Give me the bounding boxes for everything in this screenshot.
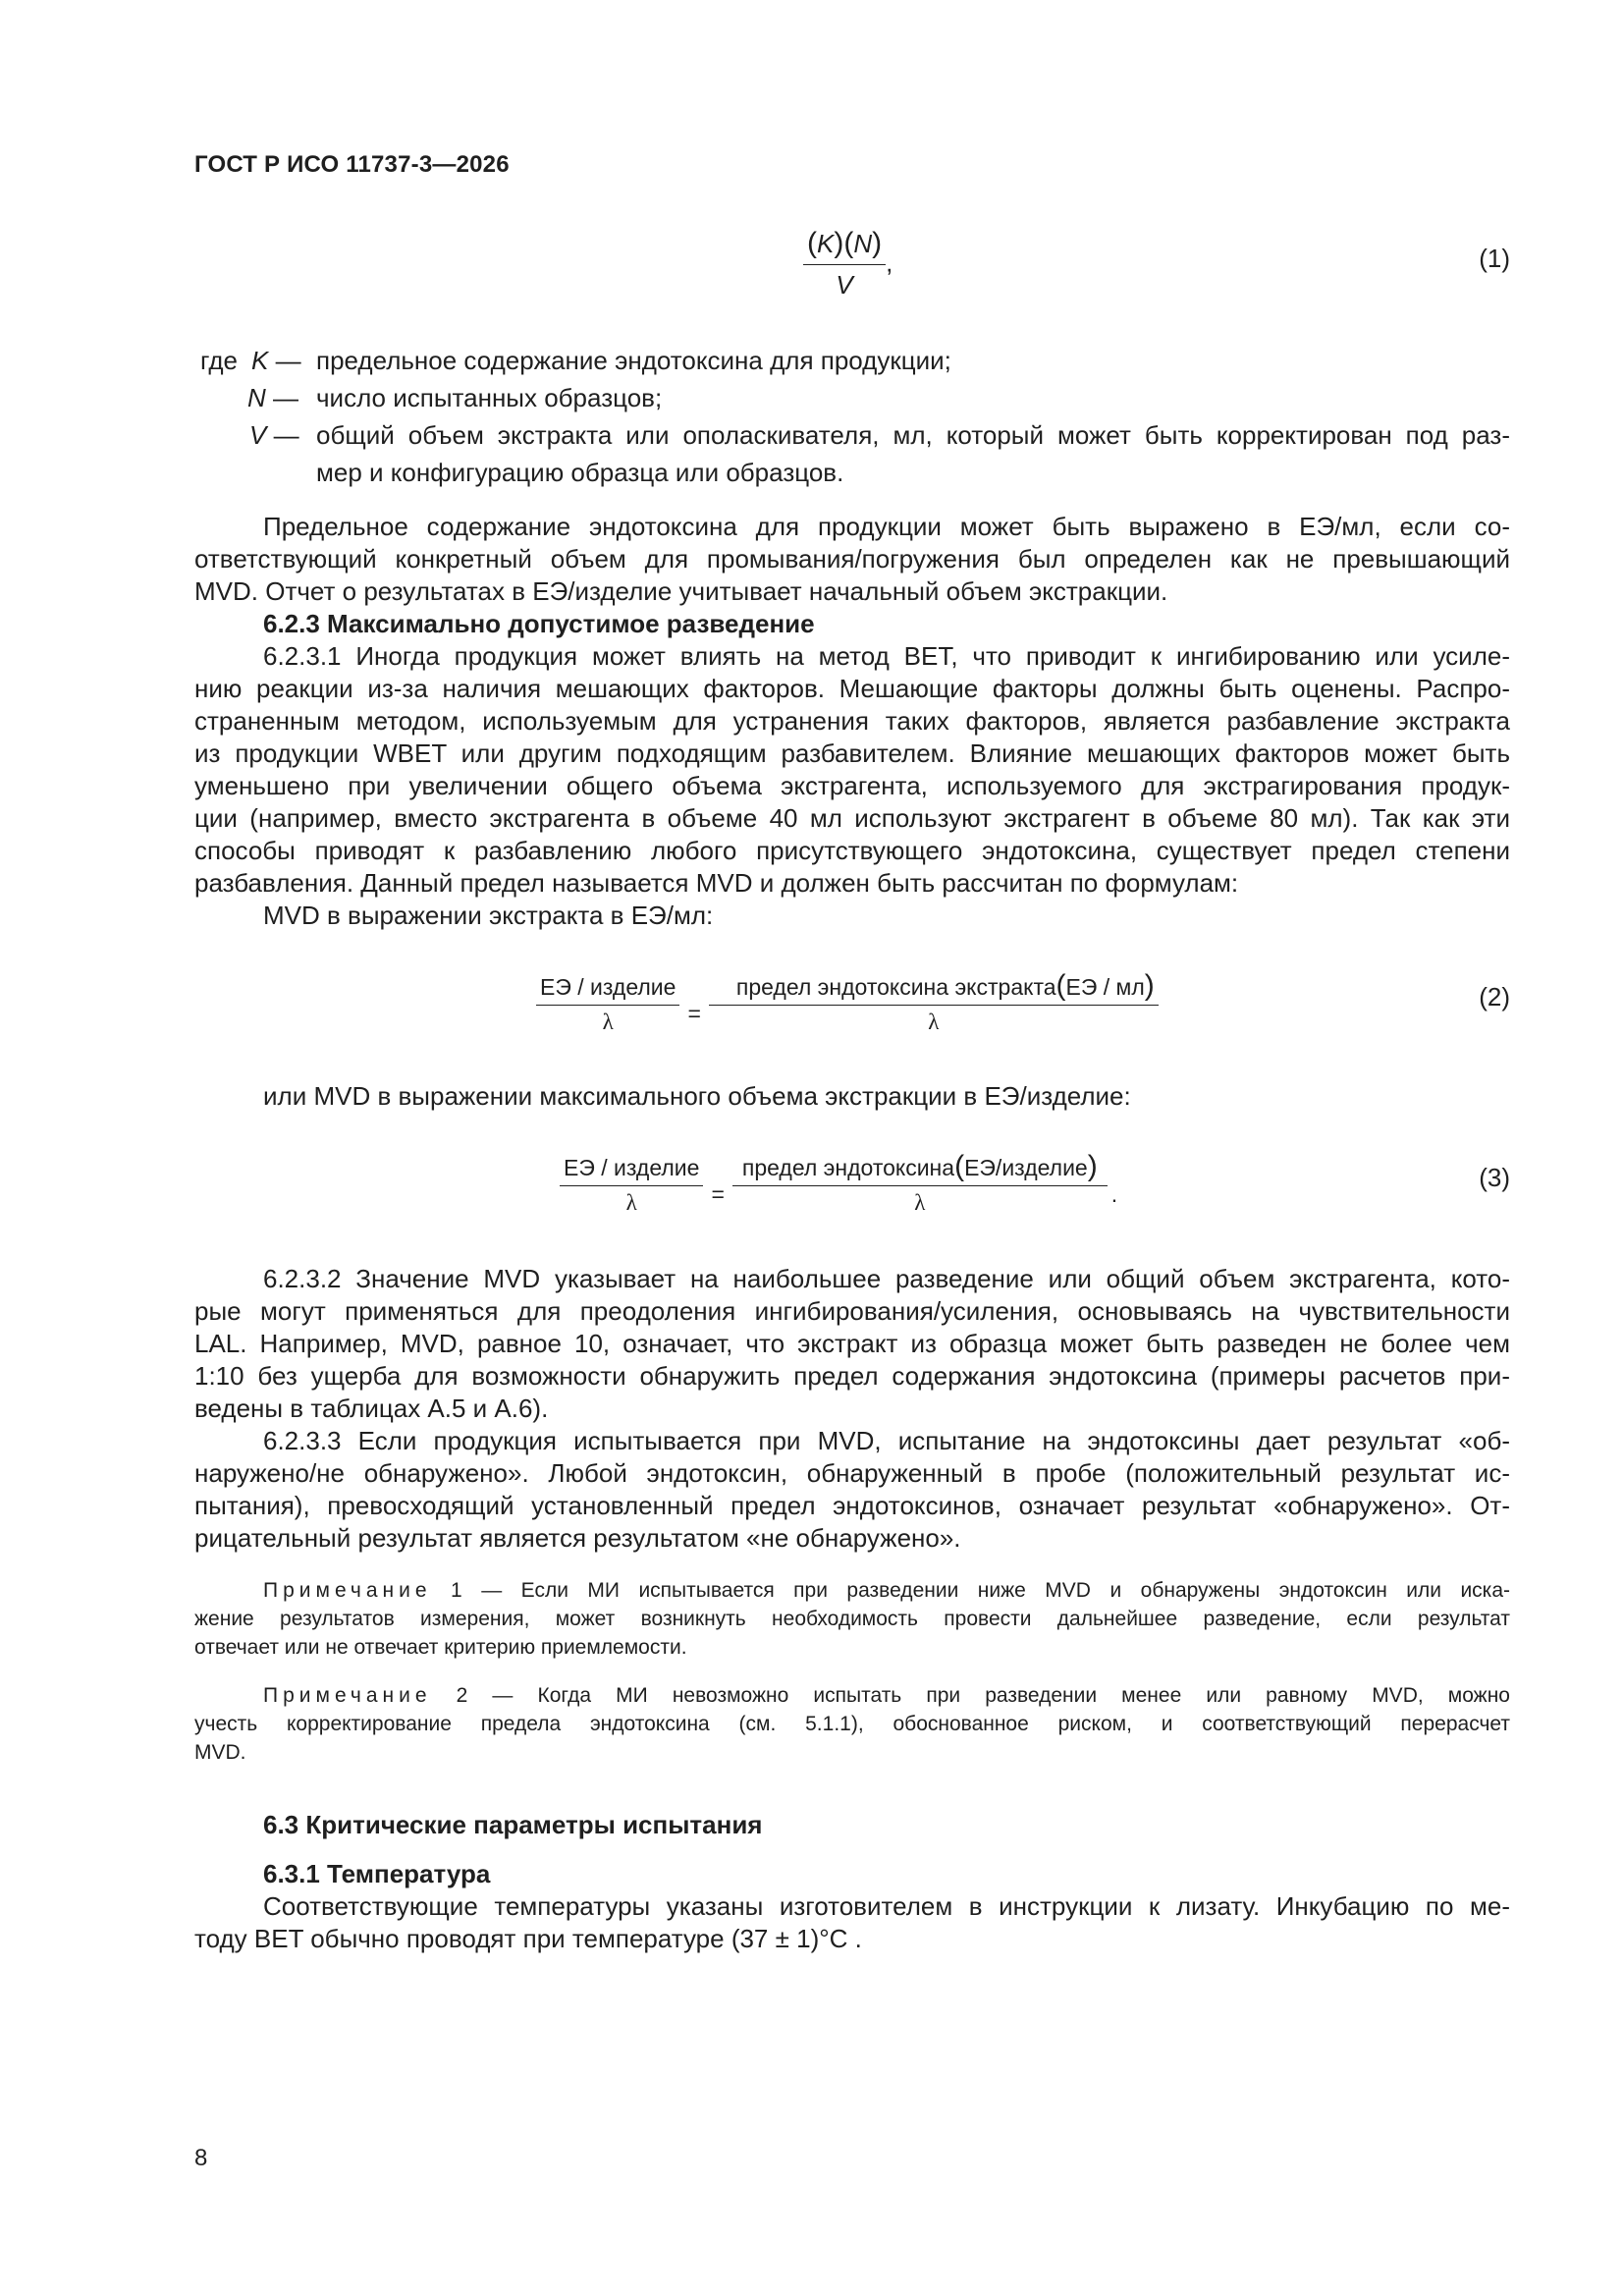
- para-line: рицательный результат является результатом «не обнаружено».: [194, 1523, 961, 1553]
- para-line: из продукции WBET или другим подходящим разбавителем. Влияние мешающих факторов может быть: [194, 738, 1510, 768]
- equation-number-3: (3): [1479, 1163, 1510, 1192]
- formula-2-rhs-text: предел эндотоксина экстракта: [735, 974, 1056, 1000]
- para-line: 1:10 без ущерба для возможности обнаружить предел содержания эндотоксина (примеры расчетов при-: [194, 1361, 1510, 1391]
- para-line: уменьшено при увеличении общего объема экстрагента, используемого для экстрагирования продук-: [194, 771, 1510, 800]
- page-number: 8: [194, 2145, 208, 2171]
- formula-3-rhs-unit: ЕЭ/изделие: [964, 1155, 1088, 1180]
- para-line: 6.2.3.2 Значение MVD указывает на наибольшее разведение или общий объем экстрагента, кото-: [263, 1264, 1510, 1293]
- dash: —: [275, 346, 301, 375]
- para-line: ции (например, вместо экстрагента в объеме 40 мл используют экстрагент в объеме 80 мл). Так как эти: [194, 803, 1510, 833]
- formula-3: [560, 1150, 1118, 1216]
- mvd-volume-label: [194, 1080, 1510, 1113]
- where-word: где: [200, 346, 238, 375]
- formula-2-rhs-unit: ЕЭ / мл: [1065, 974, 1145, 1000]
- note-1-line2: жение результатов измерения, может возникнуть необходимость провести дальнейшее разведение, если результат: [194, 1608, 1510, 1630]
- para-line: нию реакции из-за наличия мешающих факторов. Мешающие факторы должны быть оценены. Распро-: [194, 674, 1510, 703]
- note-1-line3: отвечает или не отвечает критерию приемлемости.: [194, 1636, 687, 1659]
- definition-symbol-v: V: [249, 420, 267, 450]
- formula-2-lhs: [536, 974, 679, 1035]
- equals-sign: =: [711, 1180, 725, 1207]
- para-line: страненным методом, используемым для устранения таких факторов, является разбавление экстракта: [194, 706, 1510, 736]
- para-line: способы приводят к разбавлению любого присутствующего эндотоксина, существует предел степени: [194, 836, 1510, 865]
- section-heading-6-3-1: 6.3.1 Температура: [263, 1859, 491, 1888]
- definition-text-v-line1: общий объем экстракта или ополаскивателя, мл, который может быть корректирован под раз-: [316, 420, 1510, 450]
- lambda-symbol: λ: [602, 1010, 614, 1034]
- para-line: Предельное содержание эндотоксина для продукции может быть выражено в ЕЭ/мл, если со-: [263, 512, 1510, 541]
- note-1-line1: 1 — Если МИ испытывается при разведении ниже MVD и обнаружены эндотоксин или иска-: [451, 1579, 1510, 1602]
- para-line: разбавления. Данный предел называется MVD и должен быть рассчитан по формулам:: [194, 868, 1239, 898]
- symbol-v: V: [836, 270, 853, 300]
- definition-n: [194, 379, 1510, 416]
- section-heading-6-2-3: 6.2.3 Максимально допустимое разведение: [263, 609, 815, 638]
- paragraph-6-2-3-3: [194, 1425, 1510, 1555]
- para-line: MVD. Отчет о результатах в ЕЭ/изделие учитывает начальный объем экстракции.: [194, 576, 1168, 606]
- equation-number-1: (1): [1479, 244, 1510, 273]
- para-line: тоду BET обычно проводят при температуре (37 ± 1)°С .: [194, 1924, 862, 1953]
- dash: —: [273, 383, 299, 412]
- note-1: [194, 1576, 1510, 1662]
- formula-3-rhs: $\frac{\text{предел эндотоксина(ЕЭ/изделие)}}{\lambda}$: [732, 1155, 1108, 1216]
- symbol-n: N: [853, 229, 873, 258]
- para-line: ответствующий конкретный объем для промывания/погружения был определен как не превышающий: [194, 544, 1510, 574]
- lambda-symbol: λ: [928, 1010, 940, 1034]
- para-line: ведены в таблицах А.5 и А.6).: [194, 1394, 549, 1423]
- para-line: 6.2.3.1 Иногда продукция может влиять на метод BET, что приводит к ингибированию или усиле-: [263, 641, 1510, 671]
- note-2-line1: 2 — Когда МИ невозможно испытать при разведении менее или равному MVD, можно: [456, 1684, 1510, 1707]
- note-label: Примечание: [263, 1684, 432, 1707]
- document-code-header: ГОСТ Р ИСО 11737-3—2026: [194, 151, 510, 178]
- section-6-3-1: [194, 1858, 1510, 1955]
- section-heading-6-3-text: 6.3 Критические параметры испытания: [263, 1810, 763, 1839]
- symbol-k: K: [817, 229, 835, 258]
- formula-3-period: .: [1110, 1180, 1118, 1207]
- definition-v: [194, 416, 1510, 491]
- formula-1: [803, 228, 893, 301]
- formula-3-lhs: [560, 1155, 703, 1216]
- fraction-kn-over-v: $\frac{(K)(N)}{V}$: [803, 228, 886, 301]
- lambda-symbol: λ: [914, 1190, 926, 1215]
- paragraph-endotoxin-limit: [194, 511, 1510, 640]
- para-line: наружено/не обнаружено». Любой эндотоксин, обнаруженный в пробе (положительный результат ис-: [194, 1458, 1510, 1488]
- equals-sign: =: [687, 1000, 701, 1026]
- para-line: рые могут применяться для преодоления ингибирования/усиления, основываясь на чувствительности: [194, 1296, 1510, 1326]
- para-line: пытания), превосходящий установленный предел эндотоксинов, означает результат «обнаружено». От-: [194, 1491, 1510, 1520]
- note-2-line2: учесть корректирование предела эндотоксина (см. 5.1.1), обоснованное риском, и соответствующий перерасчет: [194, 1713, 1510, 1735]
- definition-text-v-line2: мер и конфигурацию образца или образцов.: [316, 458, 844, 487]
- definitions-list: [194, 342, 1510, 491]
- formula-2-rhs: $\frac{\text{предел эндотоксина экстракта(ЕЭ / мл)}}{\lambda}$: [709, 974, 1159, 1035]
- dash: —: [273, 420, 299, 450]
- equation-number-2: (2): [1479, 982, 1510, 1011]
- formula-2-lhs-numerator: ЕЭ / изделие: [536, 974, 679, 1006]
- mvd-extract-label: MVD в выражении экстракта в ЕЭ/мл:: [263, 901, 714, 930]
- para-line: LAL. Например, MVD, равное 10, означает, что экстракт из образца может быть разведен не более чем: [194, 1329, 1510, 1358]
- formula-2: [536, 969, 1159, 1035]
- mvd-volume-label-text: или MVD в выражении максимального объема экстракции в ЕЭ/изделие:: [263, 1081, 1131, 1111]
- formula-3-rhs-text: предел эндотоксина: [741, 1155, 955, 1180]
- definition-symbol-k: K: [251, 346, 269, 375]
- definition-text-n: число испытанных образцов;: [316, 383, 663, 412]
- para-line: 6.2.3.3 Если продукция испытывается при MVD, испытание на эндотоксины дает результат «об-: [263, 1426, 1510, 1455]
- note-label: Примечание: [263, 1579, 432, 1602]
- paragraph-6-2-3-2: [194, 1263, 1510, 1425]
- para-line: Соответствующие температуры указаны изготовителем в инструкции к лизату. Инкубацию по ме-: [263, 1891, 1510, 1921]
- formula-1-comma: ,: [886, 247, 893, 278]
- definition-symbol-n: N: [247, 383, 266, 412]
- definition-text-k: предельное содержание эндотоксина для продукции;: [316, 346, 951, 375]
- definition-k: [194, 342, 1510, 379]
- note-2: [194, 1681, 1510, 1767]
- lambda-symbol: λ: [625, 1190, 637, 1215]
- note-2-line3: MVD.: [194, 1741, 246, 1764]
- formula-3-lhs-numerator: ЕЭ / изделие: [560, 1155, 703, 1186]
- paragraph-6-2-3-1: [194, 640, 1510, 932]
- section-heading-6-3: [194, 1809, 1579, 1841]
